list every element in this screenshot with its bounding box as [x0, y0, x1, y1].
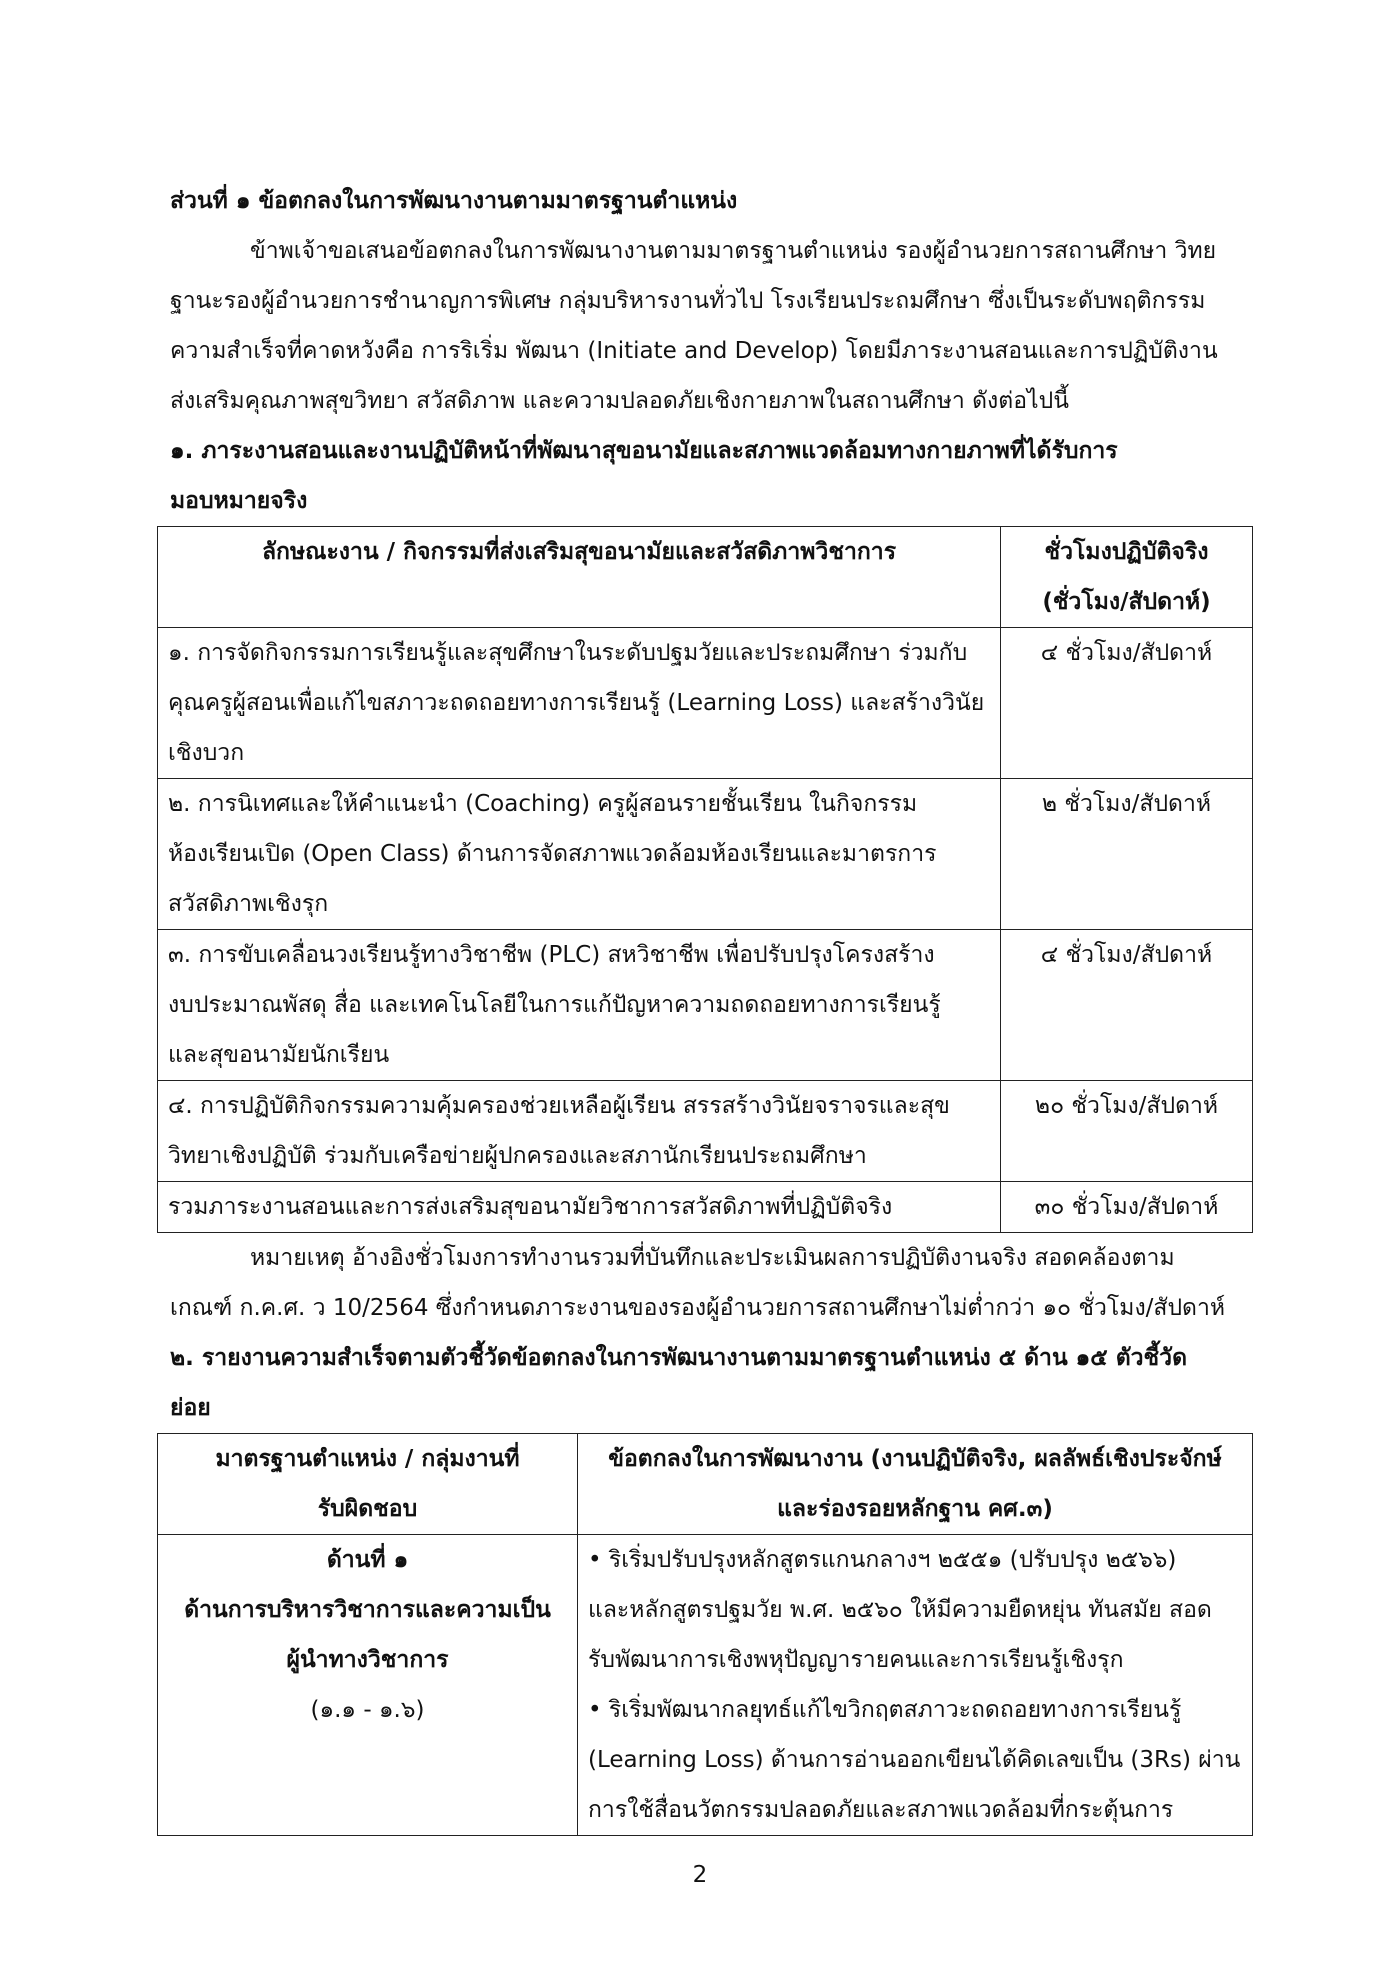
- standard-cell: [158, 1535, 578, 1836]
- intro-line: ข้าพเจ้าขอเสนอข้อตกลงในการพัฒนางานตามมาตรฐานตำแหน่ง รองผู้อำนวยการสถานศึกษา วิทย: [250, 238, 1217, 264]
- table-header-row: [158, 527, 1253, 628]
- hours-cell: ๒ ชั่วโมง/สัปดาห์: [1001, 779, 1253, 930]
- standard-line: ด้านการบริหารวิชาการและความเป็น: [184, 1597, 551, 1623]
- heading-line: ๑. ภาระงานสอนและงานปฏิบัติหน้าที่พัฒนาสุขอนามัยและสภาพแวดล้อมทางกายภาพที่ได้รับการ: [170, 438, 1118, 464]
- total-label-cell: [158, 1182, 1001, 1233]
- total-label: รวมภาระงานสอนและการส่งเสริมสุขอนามัยวิชาการสวัสดิภาพที่ปฏิบัติจริง: [168, 1194, 893, 1220]
- activity-line: ๒. การนิเทศและให้คำแนะนำ (Coaching) ครูผู้สอนรายชั้นเรียน ในกิจกรรม: [168, 791, 918, 817]
- heading-workload: [170, 426, 1248, 526]
- standard-line: ผู้นำทางวิชาการ: [286, 1647, 449, 1673]
- agreement-line: (Learning Loss) ด้านการอ่านออกเขียนได้คิดเลขเป็น (3Rs) ผ่าน: [588, 1747, 1241, 1773]
- table-row: [158, 1081, 1253, 1182]
- standard-line: ด้านที่ ๑: [326, 1547, 409, 1573]
- hours-cell: ๔ ชั่วโมง/สัปดาห์: [1001, 628, 1253, 779]
- activity-line: ห้องเรียนเปิด (Open Class) ด้านการจัดสภาพแวดล้อมห้องเรียนและมาตรการ: [168, 841, 937, 867]
- activity-line: งบประมาณพัสดุ สื่อ และเทคโนโลยีในการแก้ปัญหาความถดถอยทางการเรียนรู้: [168, 992, 941, 1018]
- agreement-cell: [578, 1535, 1253, 1836]
- header-hours-line: (ชั่วโมง/สัปดาห์): [1042, 589, 1211, 615]
- activity-line: วิทยาเชิงปฏิบัติ ร่วมกับเครือข่ายผู้ปกครองและสภานักเรียนประถมศึกษา: [168, 1143, 867, 1169]
- header-standard-line: มาตรฐานตำแหน่ง / กลุ่มงานที่: [215, 1446, 520, 1472]
- header-standard-line: รับผิดชอบ: [317, 1496, 418, 1522]
- standard-range: (๑.๑ - ๑.๖): [310, 1697, 425, 1723]
- header-hours-line: ชั่วโมงปฏิบัติจริง: [1044, 539, 1209, 565]
- table-total-row: [158, 1182, 1253, 1233]
- note-paragraph: [170, 1233, 1248, 1333]
- hours-cell: ๒๐ ชั่วโมง/สัปดาห์: [1001, 1081, 1253, 1182]
- standards-table: [157, 1433, 1253, 1836]
- heading-line: มอบหมายจริง: [170, 488, 308, 514]
- intro-line: ฐานะรองผู้อำนวยการชำนาญการพิเศษ กลุ่มบริหารงานทั่วไป โรงเรียนประถมศึกษา ซึ่งเป็นระดับพฤติกรรม: [170, 288, 1206, 314]
- heading-report: [170, 1333, 1248, 1433]
- workload-table: [157, 526, 1253, 1233]
- activity-line: ๑. การจัดกิจกรรมการเรียนรู้และสุขศึกษาในระดับปฐมวัยและประถมศึกษา ร่วมกับ: [168, 640, 968, 666]
- intro-line: ความสำเร็จที่คาดหวังคือ การริเริ่ม พัฒนา (Initiate and Develop) โดยมีภาระงานสอนและการปฏิบัติงาน: [170, 338, 1218, 364]
- activity-line: ๓. การขับเคลื่อนวงเรียนรู้ทางวิชาชีพ (PLC) สหวิชาชีพ เพื่อปรับปรุงโครงสร้าง: [168, 942, 935, 968]
- note-line: เกณฑ์ ก.ค.ศ. ว 10/2564 ซึ่งกำหนดภาระงานของรองผู้อำนวยการสถานศึกษาไม่ต่ำกว่า ๑๐ ชั่วโมง/สัปดาห์: [170, 1295, 1226, 1321]
- table-row: [158, 628, 1253, 779]
- section-title: ส่วนที่ ๑ ข้อตกลงในการพัฒนางานตามมาตรฐานตำแหน่ง: [170, 188, 738, 214]
- header-agreement: [578, 1434, 1253, 1535]
- activity-line: คุณครูผู้สอนเพื่อแก้ไขสภาวะถดถอยทางการเรียนรู้ (Learning Loss) และสร้างวินัย: [168, 690, 985, 716]
- activity-line: เชิงบวก: [168, 740, 245, 766]
- page-content: [170, 176, 1248, 1836]
- header-standard: [158, 1434, 578, 1535]
- note-line: หมายเหตุ อ้างอิงชั่วโมงการทำงานรวมที่บันทึกและประเมินผลการปฏิบัติงานจริง สอดคล้องตาม: [250, 1245, 1175, 1271]
- table-row: [158, 1535, 1253, 1836]
- total-hours-cell: ๓๐ ชั่วโมง/สัปดาห์: [1001, 1182, 1253, 1233]
- agreement-line: • ริเริ่มพัฒนากลยุทธ์แก้ไขวิกฤตสภาวะถดถอยทางการเรียนรู้: [588, 1697, 1182, 1723]
- heading-line: ย่อย: [170, 1395, 211, 1421]
- activity-cell: [158, 1081, 1001, 1182]
- header-agreement-line: ข้อตกลงในการพัฒนางาน (งานปฏิบัติจริง, ผลลัพธ์เชิงประจักษ์: [608, 1446, 1222, 1472]
- heading-line: ๒. รายงานความสำเร็จตามตัวชี้วัดข้อตกลงในการพัฒนางานตามมาตรฐานตำแหน่ง ๕ ด้าน ๑๕ ตัวชี้วัด: [170, 1345, 1188, 1371]
- table-row: [158, 930, 1253, 1081]
- intro-line: ส่งเสริมคุณภาพสุขวิทยา สวัสดิภาพ และความปลอดภัยเชิงกายภาพในสถานศึกษา ดังต่อไปนี้: [170, 388, 1069, 414]
- agreement-line: การใช้สื่อนวัตกรรมปลอดภัยและสภาพแวดล้อมที่กระตุ้นการ: [588, 1797, 1174, 1823]
- intro-paragraph: [170, 226, 1248, 426]
- activity-line: สวัสดิภาพเชิงรุก: [168, 891, 329, 917]
- page-number: 2: [692, 1862, 708, 1888]
- table-row: [158, 779, 1253, 930]
- header-hours: [1001, 527, 1253, 628]
- table-header-row: [158, 1434, 1253, 1535]
- activity-cell: [158, 628, 1001, 779]
- activity-cell: [158, 779, 1001, 930]
- agreement-line: รับพัฒนาการเชิงพหุปัญญารายคนและการเรียนรู้เชิงรุก: [588, 1647, 1124, 1673]
- header-agreement-line: และร่องรอยหลักฐาน คศ.๓): [777, 1496, 1053, 1522]
- activity-cell: [158, 930, 1001, 1081]
- agreement-line: • ริเริ่มปรับปรุงหลักสูตรแกนกลางฯ ๒๕๕๑ (ปรับปรุง ๒๕๖๖): [588, 1547, 1177, 1573]
- hours-cell: ๔ ชั่วโมง/สัปดาห์: [1001, 930, 1253, 1081]
- header-activity: ลักษณะงาน / กิจกรรมที่ส่งเสริมสุขอนามัยและสวัสดิภาพวิชาการ: [158, 527, 1001, 628]
- activity-line: ๔. การปฏิบัติกิจกรรมความคุ้มครองช่วยเหลือผู้เรียน สรรสร้างวินัยจราจรและสุข: [168, 1093, 950, 1119]
- agreement-line: และหลักสูตรปฐมวัย พ.ศ. ๒๕๖๐ ให้มีความยืดหยุ่น ทันสมัย สอด: [588, 1597, 1212, 1623]
- activity-line: และสุขอนามัยนักเรียน: [168, 1042, 390, 1068]
